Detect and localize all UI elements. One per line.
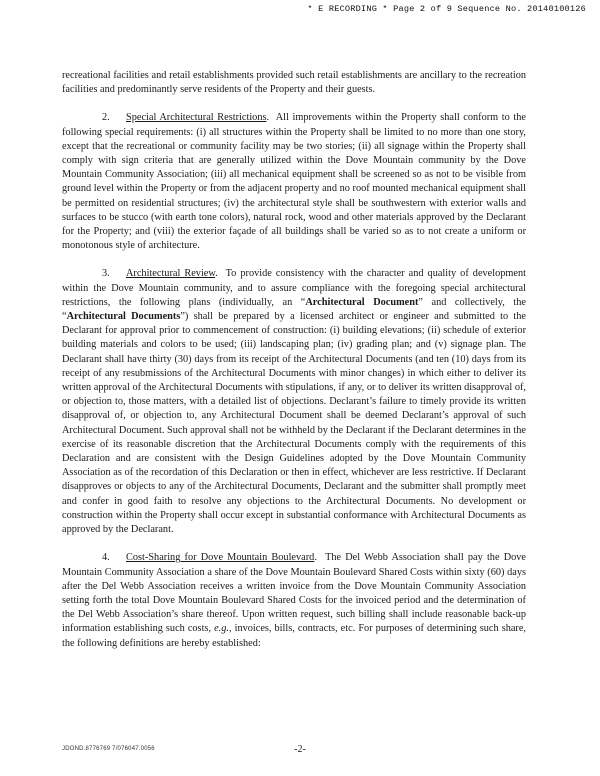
section-heading: Cost-Sharing for Dove Mountain Boulevard <box>126 552 315 564</box>
page-number: -2- <box>294 744 306 755</box>
document-body <box>62 69 526 665</box>
eg-abbreviation: e.g. <box>214 623 229 635</box>
document-id: JDOND.8776769 7/076047.0056 <box>62 746 155 752</box>
paragraph-text: To provide consistency with the character and quality of development within the Dove Mountain community, and to assure compliance with the foregoing special architectural restrictions, the following plans (individually, an “ <box>62 268 526 308</box>
paragraph-number: 2. <box>102 112 110 124</box>
paragraph-number: 3. <box>102 268 110 280</box>
paragraph-special-architectural-restrictions: 2. Special Architectural Restrictions. All improvements within the Property shall conform to the following special requirements: (i) all structures within the Property shall be limited to no more than one story, except that the recreational or community facility may be two stories; (ii) all signage within the Property shall comply with sign criteria that are generally utilized within the Dove Mountain community by the Dove Mountain Community Association; (iii) all mechanical equipment shall be screened so as not to be visible from ground level within the Property or from the adjacent property and no roof mounted mechanical equipment shall be permitted on residential structures; (iv) the architectural style shall be southwestern with exterior walls and surfaces to be stucco (with earth tone colors), natural rock, wood and other materials approved by the Declarant for the Property; and (viii) the exterior façade of all buildings shall be varied so as to not create a uniform or monotonous style of architecture. <box>62 112 527 252</box>
paragraph-continuation: recreational facilities and retail establishments provided such retail establishments are ancillary to the recreation facilities and predominantly serve residents of the Property and their guests. <box>62 70 526 96</box>
paragraph-cost-sharing: 4. Cost-Sharing for Dove Mountain Boulevard. The Del Webb Association shall pay the Dove Mountain Community Association a share of the Dove Mountain Boulevard Shared Costs within sixty (60) days after the Del Webb Association receives a written invoice from the Dove Mountain Community Association setting forth the total Dove Mountain Boulevard Shared Costs for the invoiced period and the determination of the Del Webb Association’s share thereof. Upon written request, such billing shall include reasonable back-up information establishing such costs, e.g., invoices, bills, contracts, etc. For purposes of determining such share, the following definitions are hereby established: <box>62 552 527 649</box>
section-heading: Special Architectural Restrictions <box>126 112 267 124</box>
recording-stamp: * E RECORDING * Page 2 of 9 Sequence No. 20140100126 <box>307 4 586 14</box>
paragraph-number: 4. <box>102 552 110 564</box>
paragraph-text: All improvements within the Property shall conform to the following special requirements: (i) all structures within the Property shall be limited to no more than one story, except that the recreational or community facility may be two stories; (ii) all signage within the Property shall comply with sign criteria that are generally utilized within the Dove Mountain community by the Dove Mountain Community Association; (iii) all mechanical equipment shall be screened so as not to be visible from ground level within the Property or from the adjacent property and no roof mounted mechanical equipment shall be permitted on residential structures; (iv) the architectural style shall be southwestern with exterior walls and surfaces to be stucco (with earth tone colors), natural rock, wood and other materials approved by the Declarant for the Property; and (viii) the exterior façade of all buildings shall be varied so as to not create a uniform or monotonous style of architecture. <box>62 112 527 252</box>
paragraph-text: ”) shall be prepared by a licensed architect or engineer and submitted to the Declarant for approval prior to commencement of construction: (i) building elevations; (ii) schedule of exterior building materials and colors to be used; (iii) landscaping plan; (iv) grading plan; and (v) signage plan. The Declarant shall have thirty (30) days from its receipt of the Architectural Documents (and ten (10) days from its receipt of any resubmissions of the Architectural Documents with minor changes) in which either to deliver its written approval of the Architectural Documents with stipulations, if any, or to deliver its written disapproval of, or objection to, those matters, with a detailed list of objections. Declarant’s failure to timely provide its written disapproval of, or objection to, any Architectural Document shall be deemed Declarant’s approval of such Architectural Document. Such approval shall not be withheld by the Declarant if the Declarant determines in the exercise of its reasonable discretion that the Architectural Documents comply with the requirements of this Declaration and are consistent with the Design Guidelines adopted by the Dove Mountain Community Association as of the recordation of this Declaration or then in effect, whichever are less restrictive. If Declarant disapproves or objects to any of the Architectural Documents, Declarant and the submitter shall promptly meet and confer in good faith to resolve any objections to the Architectural Documents. No development or construction within the Property shall occur except in substantial conformance with Architectural Documents as approved by the Declarant. <box>62 311 526 536</box>
paragraph-text: The Del Webb Association shall pay the Dove Mountain Community Association a share of the Dove Mountain Boulevard Shared Costs within sixty (60) days after the Del Webb Association receives a written invoice from the Dove Mountain Community Association setting forth the total Dove Mountain Boulevard Shared Costs for the invoiced period and the determination of the Del Webb Association’s share thereof. Upon written request, such billing shall include reasonable back-up information establishing such costs, <box>62 552 527 635</box>
defined-term: Architectural Document <box>305 296 419 308</box>
section-heading: Architectural Review <box>126 268 216 280</box>
paragraph-architectural-review: 3. Architectural Review. To provide consistency with the character and quality of development within the Dove Mountain community, and to assure compliance with the foregoing special architectural restrictions, the following plans (individually, an “Architectural Document” and collectively, the “Architectural Documents”) shall be prepared by a licensed architect or engineer and submitted to the Declarant for approval prior to commencement of construction: (i) building elevations; (ii) schedule of exterior building materials and colors to be used; (iii) landscaping plan; (iv) grading plan; and (v) signage plan. The Declarant shall have thirty (30) days from its receipt of the Architectural Documents (and ten (10) days from its receipt of any resubmissions of the Architectural Documents with minor changes) in which either to deliver its written approval of the Architectural Documents with stipulations, if any, or to deliver its written disapproval of, or objection to, those matters, with a detailed list of objections. Declarant’s failure to timely provide its written disapproval of, or objection to, any Architectural Document shall be deemed Declarant’s approval of such Architectural Document. Such approval shall not be withheld by the Declarant if the Declarant determines in the exercise of its reasonable discretion that the Architectural Documents comply with the requirements of this Declaration and are consistent with the Design Guidelines adopted by the Dove Mountain Community Association as of the recordation of this Declaration or then in effect, whichever are less restrictive. If Declarant disapproves or objects to any of the Architectural Documents, Declarant and the submitter shall promptly meet and confer in good faith to resolve any objections to the Architectural Documents. No development or construction within the Property shall occur except in substantial conformance with Architectural Documents as approved by the Declarant. <box>62 268 526 536</box>
paragraph-text: , invoices, bills, contracts, etc. For purposes of determining such share, the following definitions are hereby established: <box>62 623 527 649</box>
paragraph-text: ” and collectively, the “ <box>62 296 526 323</box>
defined-term: Architectural Documents <box>66 311 181 323</box>
